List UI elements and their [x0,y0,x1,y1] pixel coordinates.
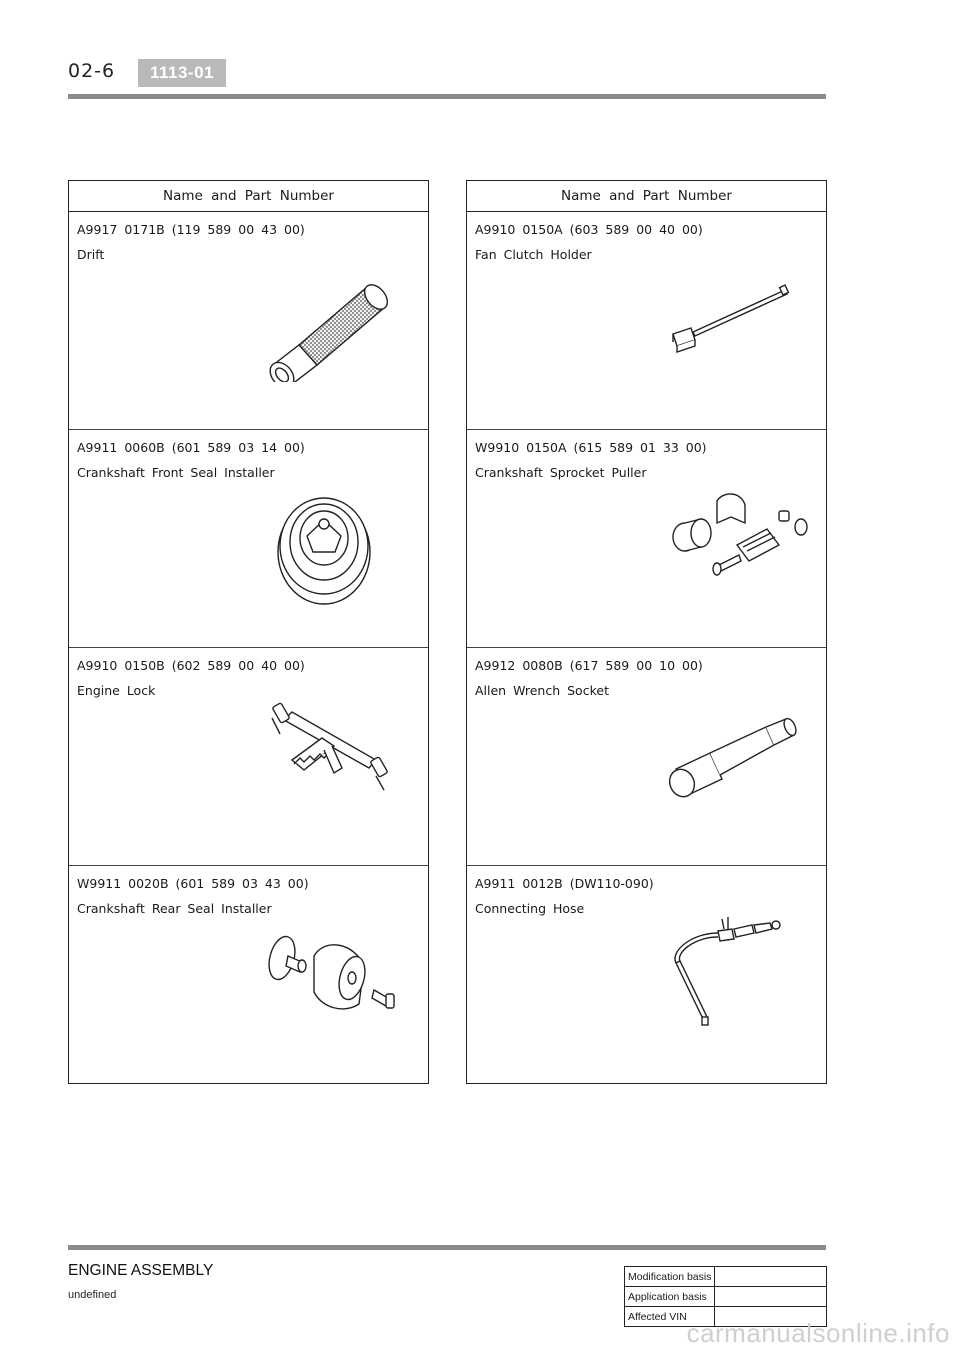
engine-lock-icon [264,698,399,808]
section-code-badge: 1113-01 [138,59,226,87]
part-number: A9911 0060B (601 589 03 14 00) [77,440,305,455]
drift-tool-icon [259,267,399,382]
table-header: Name and Part Number [467,181,826,212]
right-tool-table [466,180,827,1084]
tool-name: Drift [77,247,105,262]
basis-row [625,1287,827,1307]
tool-name: Engine Lock [77,683,156,698]
tool-name: Allen Wrench Socket [475,683,609,698]
basis-row [625,1267,827,1287]
tool-name: Fan Clutch Holder [475,247,592,262]
allen-socket-icon [662,713,802,803]
basis-label: Affected VIN [625,1307,715,1327]
tool-name: Crankshaft Rear Seal Installer [77,901,272,916]
basis-value [715,1287,827,1307]
tool-name: Connecting Hose [475,901,585,916]
part-number: W9910 0150A (615 589 01 33 00) [475,440,707,455]
watermark: carmanualsonline.info [686,1318,950,1348]
left-tool-table [68,180,429,1084]
tool-cell-front-seal-installer [69,430,428,648]
tool-cell-fan-clutch-holder [467,212,826,430]
part-number: A9910 0150B (602 589 00 40 00) [77,658,305,673]
tool-name: Crankshaft Front Seal Installer [77,465,275,480]
footer-subtitle: undefined [68,1289,117,1301]
tool-cell-sprocket-puller [467,430,826,648]
tool-cell-allen-socket [467,648,826,866]
footer-rule [68,1245,826,1250]
part-number: A9911 0012B (DW110-090) [475,876,654,891]
basis-label: Application basis [625,1287,715,1307]
tool-cell-connecting-hose [467,866,826,1084]
tool-cell-rear-seal-installer [69,866,428,1084]
basis-label: Modification basis [625,1267,715,1287]
table-header: Name and Part Number [69,181,428,212]
part-number: A9917 0171B (119 589 00 43 00) [77,222,305,237]
page-number: 02-6 [68,60,116,82]
tool-name: Crankshaft Sprocket Puller [475,465,647,480]
part-number: A9912 0080B (617 589 00 10 00) [475,658,703,673]
front-seal-installer-icon [269,490,379,610]
basis-value [715,1267,827,1287]
part-number: A9910 0150A (603 589 00 40 00) [475,222,703,237]
sprocket-puller-icon [667,485,812,600]
rear-seal-installer-icon [264,926,404,1021]
part-number: W9911 0020B (601 589 03 43 00) [77,876,309,891]
fan-clutch-holder-icon [667,282,797,362]
tool-cell-drift [69,212,428,430]
connecting-hose-icon [662,911,787,1036]
header-rule [68,94,826,99]
tool-cell-engine-lock [69,648,428,866]
footer-title: ENGINE ASSEMBLY [68,1262,214,1279]
